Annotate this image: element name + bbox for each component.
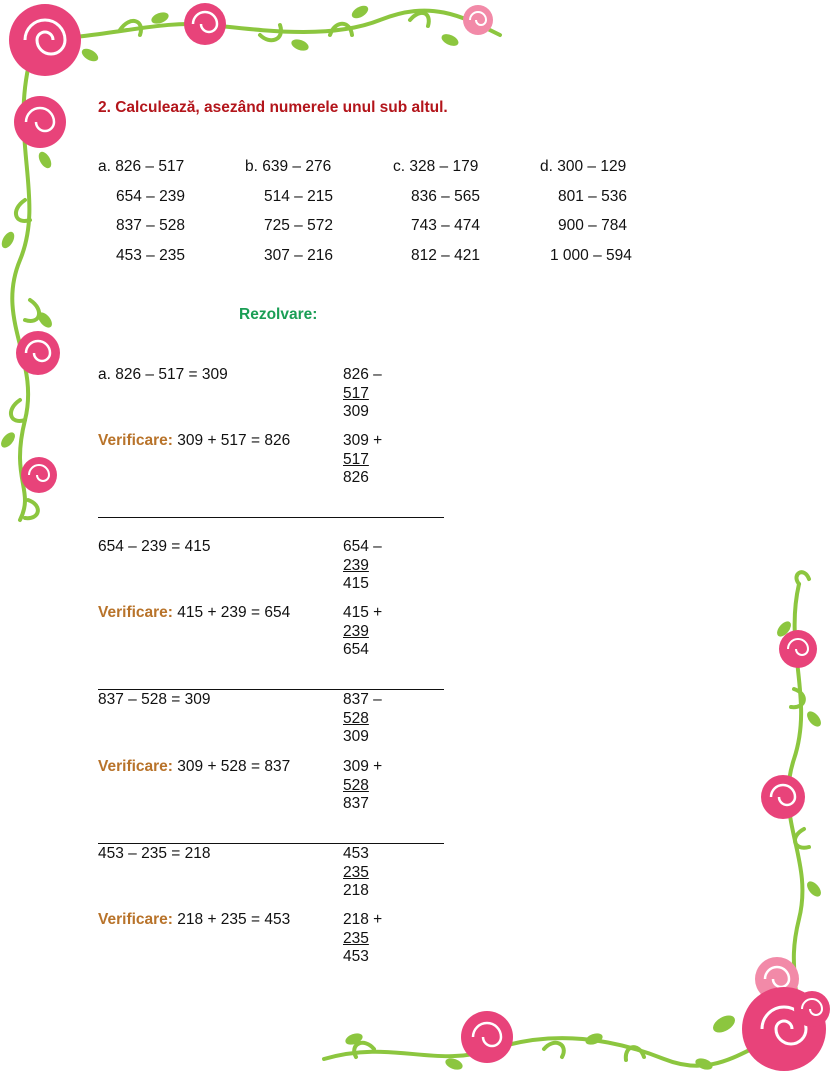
exercise-item: b. 639 – 276: [245, 158, 332, 175]
subtraction-column: [343, 366, 382, 422]
rose-icon: [14, 96, 66, 148]
exercise-item: 900 – 784: [558, 217, 627, 235]
subtraction-column: [343, 845, 369, 901]
exercise-item: 1 000 – 594: [550, 246, 632, 264]
addition-column: [343, 911, 382, 967]
rose-icon: [761, 775, 805, 819]
rose-icon: [9, 4, 81, 76]
solution-equation: 837 – 528 = 309: [98, 691, 211, 708]
exercise-item: 743 – 474: [411, 217, 480, 235]
stack-line: 309 +: [343, 758, 383, 775]
stack-result: 218: [343, 882, 369, 900]
stack-line: 654 –: [343, 538, 382, 555]
stack-result: 309: [343, 728, 369, 746]
stack-line: 837 –: [343, 691, 382, 708]
addition-column: [343, 604, 382, 660]
stack-line: 453: [343, 845, 369, 862]
stack-line: 415 +: [343, 604, 383, 621]
stack-result: 837: [343, 795, 369, 813]
stack-line-underlined: 235: [343, 863, 369, 881]
verification-line: [98, 432, 290, 451]
rose-icon: [21, 457, 57, 493]
stack-line-underlined: 528: [343, 776, 369, 794]
solution-heading: Rezolvare:: [239, 306, 318, 323]
stack-line-underlined: 517: [343, 450, 369, 468]
exercise-item: 514 – 215: [264, 187, 333, 205]
exercise-item: d. 300 – 129: [540, 158, 627, 175]
exercise-item: 307 – 216: [264, 246, 333, 264]
exercise-column-b: [245, 158, 333, 276]
solution-equation: 654 – 239 = 415: [98, 538, 211, 555]
solution-equation: a. 826 – 517 = 309: [98, 366, 228, 383]
verify-label: Verificare:: [98, 758, 173, 775]
rose-icon: [779, 630, 817, 668]
subtraction-column: [343, 691, 382, 747]
exercise-item: 836 – 565: [411, 187, 480, 205]
stack-result: 309: [343, 403, 369, 421]
exercise-item: 801 – 536: [558, 187, 627, 205]
stack-result: 453: [343, 948, 369, 966]
rose-vine-border-bottom-right: [314, 569, 834, 1079]
stack-line: 826 –: [343, 366, 382, 383]
exercise-item: 812 – 421: [411, 246, 480, 264]
exercise-title: 2. Calculează, asezând numerele unul sub altul.: [98, 99, 448, 116]
exercise-item: 725 – 572: [264, 217, 333, 235]
exercise-item: c. 328 – 179: [393, 158, 479, 175]
exercise-item: 837 – 528: [116, 217, 185, 235]
verify-label: Verificare:: [98, 604, 173, 621]
exercise-item: a. 826 – 517: [98, 158, 185, 175]
rose-icon: [461, 1011, 513, 1063]
stack-line-underlined: 517: [343, 384, 369, 402]
verify-text: 309 + 517 = 826: [177, 432, 291, 449]
verify-text: 309 + 528 = 837: [177, 758, 291, 775]
rose-icon: [184, 3, 226, 45]
stack-line: 309 +: [343, 432, 383, 449]
verify-text: 218 + 235 = 453: [177, 911, 291, 928]
stack-line-underlined: 528: [343, 709, 369, 727]
rose-icon: [16, 331, 60, 375]
rose-icon: [463, 5, 493, 35]
verify-label: Verificare:: [98, 911, 173, 928]
subtraction-column: [343, 538, 382, 594]
exercise-column-a: [98, 158, 185, 276]
verify-label: Verificare:: [98, 432, 173, 449]
rose-icon: [794, 991, 830, 1027]
addition-column: [343, 758, 382, 814]
addition-column: [343, 432, 382, 488]
verification-line: [98, 911, 290, 930]
stack-result: 654: [343, 641, 369, 659]
exercise-item: 654 – 239: [116, 187, 185, 205]
verification-line: [98, 604, 290, 623]
exercise-item: 453 – 235: [116, 246, 185, 264]
stack-line-underlined: 235: [343, 929, 369, 947]
solution-equation: 453 – 235 = 218: [98, 845, 211, 862]
stack-line-underlined: 239: [343, 622, 369, 640]
stack-result: 826: [343, 469, 369, 487]
exercise-column-c: [393, 158, 480, 276]
verify-text: 415 + 239 = 654: [177, 604, 291, 621]
separator-line: [98, 517, 444, 518]
stack-result: 415: [343, 575, 369, 593]
separator-line: [98, 843, 444, 844]
stack-line-underlined: 239: [343, 556, 369, 574]
stack-line: 218 +: [343, 911, 383, 928]
exercise-column-d: [540, 158, 632, 276]
verification-line: [98, 758, 290, 777]
separator-line: [98, 689, 444, 690]
